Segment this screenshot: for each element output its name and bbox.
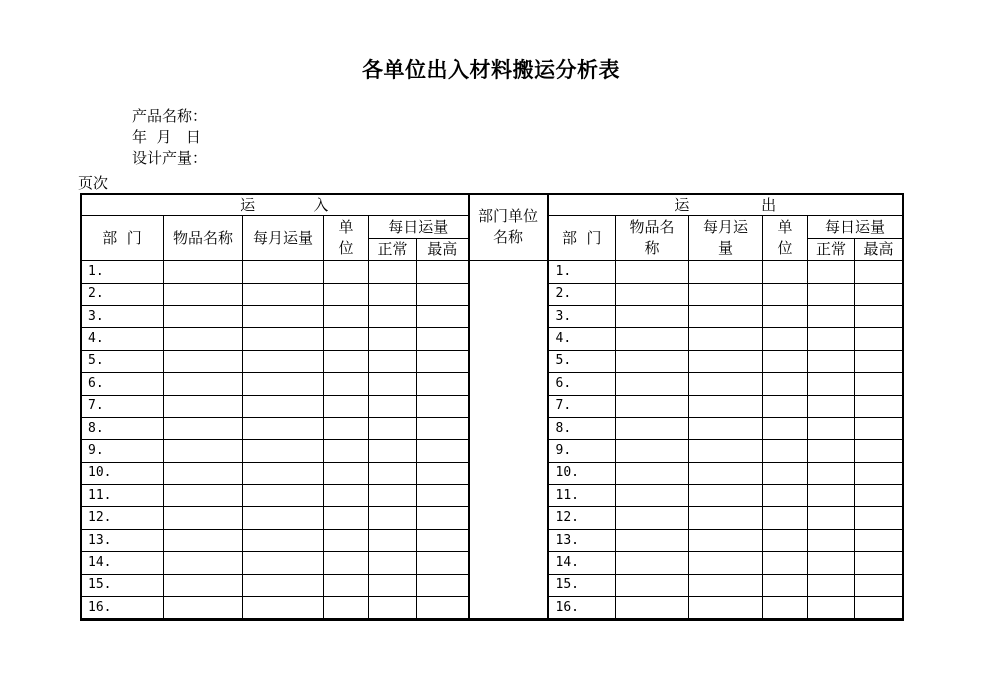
in-max-cell[interactable]: [417, 597, 469, 619]
out-monthly-header: [689, 216, 763, 261]
out-monthly-cell[interactable]: [689, 597, 763, 619]
out-normal-cell[interactable]: [808, 552, 855, 574]
out-item-text: 物品名称: [629, 218, 675, 258]
in-row-number-cell[interactable]: 14.: [81, 552, 164, 574]
out-row-number-cell[interactable]: 1.: [548, 261, 616, 283]
out-unit-text: 单位: [777, 218, 793, 258]
out-item-cell[interactable]: [616, 597, 689, 619]
out-normal-header: 正常: [808, 238, 855, 260]
in-row-number-cell[interactable]: 3.: [81, 305, 164, 327]
out-item-cell[interactable]: [616, 485, 689, 507]
out-row-number-cell[interactable]: 4.: [548, 328, 616, 350]
out-max-cell[interactable]: [855, 462, 903, 484]
out-daily-header: 每日运量: [808, 216, 903, 238]
out-max-cell[interactable]: [855, 529, 903, 551]
in-row-number-cell[interactable]: 12.: [81, 507, 164, 529]
out-monthly-cell[interactable]: [689, 552, 763, 574]
middle-header-text: 部门单位名称: [477, 207, 538, 246]
in-unit-cell[interactable]: [324, 417, 369, 439]
out-unit-cell[interactable]: [763, 552, 808, 574]
out-item-cell[interactable]: [616, 373, 689, 395]
in-unit-cell[interactable]: [324, 395, 369, 417]
out-unit-cell[interactable]: [763, 328, 808, 350]
out-max-cell[interactable]: [855, 395, 903, 417]
in-unit-cell[interactable]: [324, 552, 369, 574]
out-unit-cell[interactable]: [763, 305, 808, 327]
in-max-cell[interactable]: [417, 574, 469, 596]
out-group-char-2: 出: [761, 195, 777, 214]
in-normal-cell[interactable]: [369, 328, 417, 350]
in-row-number-cell[interactable]: 15.: [81, 574, 164, 596]
in-row-number-cell[interactable]: 8.: [81, 417, 164, 439]
in-normal-cell[interactable]: [369, 507, 417, 529]
out-monthly-cell[interactable]: [689, 350, 763, 372]
out-max-header: 最高: [855, 238, 903, 260]
out-max-cell[interactable]: [855, 440, 903, 462]
out-normal-cell[interactable]: [808, 417, 855, 439]
out-row-number-cell[interactable]: 12.: [548, 507, 616, 529]
in-row-number-cell[interactable]: 11.: [81, 485, 164, 507]
in-normal-cell[interactable]: [369, 440, 417, 462]
in-unit-text: 单位: [338, 218, 354, 258]
out-monthly-cell[interactable]: [689, 574, 763, 596]
in-row-number-cell[interactable]: 9.: [81, 440, 164, 462]
out-item-cell[interactable]: [616, 574, 689, 596]
out-monthly-cell[interactable]: [689, 462, 763, 484]
in-item-cell[interactable]: [164, 373, 243, 395]
in-row-number-cell[interactable]: 7.: [81, 395, 164, 417]
in-unit-cell[interactable]: [324, 529, 369, 551]
in-monthly-cell[interactable]: [243, 283, 324, 305]
in-item-cell[interactable]: [164, 328, 243, 350]
in-max-header: 最高: [417, 238, 469, 260]
out-normal-cell[interactable]: [808, 305, 855, 327]
out-unit-cell[interactable]: [763, 529, 808, 551]
in-normal-cell[interactable]: [369, 305, 417, 327]
in-item-cell[interactable]: [164, 440, 243, 462]
in-unit-cell[interactable]: [324, 328, 369, 350]
out-max-cell[interactable]: [855, 261, 903, 283]
out-item-cell[interactable]: [616, 507, 689, 529]
in-monthly-cell[interactable]: [243, 395, 324, 417]
in-monthly-cell[interactable]: [243, 462, 324, 484]
out-row-number-cell[interactable]: 10.: [548, 462, 616, 484]
out-monthly-cell[interactable]: [689, 283, 763, 305]
out-max-cell[interactable]: [855, 507, 903, 529]
in-monthly-cell[interactable]: [243, 552, 324, 574]
out-unit-cell[interactable]: [763, 462, 808, 484]
out-item-cell[interactable]: [616, 261, 689, 283]
in-normal-cell[interactable]: [369, 261, 417, 283]
in-unit-cell[interactable]: [324, 373, 369, 395]
in-max-cell[interactable]: [417, 440, 469, 462]
in-monthly-cell[interactable]: [243, 417, 324, 439]
in-item-cell[interactable]: [164, 574, 243, 596]
out-max-cell[interactable]: [855, 574, 903, 596]
in-unit-cell[interactable]: [324, 440, 369, 462]
in-normal-cell[interactable]: [369, 417, 417, 439]
out-row-number-cell[interactable]: 6.: [548, 373, 616, 395]
in-max-cell[interactable]: [417, 462, 469, 484]
in-normal-cell[interactable]: [369, 373, 417, 395]
in-row-number-cell[interactable]: 4.: [81, 328, 164, 350]
in-unit-cell[interactable]: [324, 462, 369, 484]
in-row-number-cell[interactable]: 1.: [81, 261, 164, 283]
out-max-cell[interactable]: [855, 328, 903, 350]
out-item-cell[interactable]: [616, 305, 689, 327]
in-row-number-cell[interactable]: 6.: [81, 373, 164, 395]
in-normal-cell[interactable]: [369, 574, 417, 596]
out-max-cell[interactable]: [855, 485, 903, 507]
in-monthly-cell[interactable]: [243, 328, 324, 350]
out-normal-cell[interactable]: [808, 462, 855, 484]
out-normal-cell[interactable]: [808, 507, 855, 529]
in-row-number-cell[interactable]: 10.: [81, 462, 164, 484]
meta-block: [132, 106, 207, 169]
in-unit-cell[interactable]: [324, 485, 369, 507]
in-normal-cell[interactable]: [369, 283, 417, 305]
in-max-cell[interactable]: [417, 552, 469, 574]
out-max-cell[interactable]: [855, 417, 903, 439]
in-max-cell[interactable]: [417, 507, 469, 529]
in-item-cell[interactable]: [164, 529, 243, 551]
out-max-cell[interactable]: [855, 597, 903, 619]
out-group-header: [548, 194, 903, 216]
in-max-cell[interactable]: [417, 373, 469, 395]
out-item-header: [616, 216, 689, 261]
out-normal-cell[interactable]: [808, 283, 855, 305]
out-normal-cell[interactable]: [808, 373, 855, 395]
out-row-number-cell[interactable]: 13.: [548, 529, 616, 551]
out-normal-cell[interactable]: [808, 574, 855, 596]
out-max-cell[interactable]: [855, 283, 903, 305]
out-normal-cell[interactable]: [808, 485, 855, 507]
out-max-cell[interactable]: [855, 552, 903, 574]
out-monthly-cell[interactable]: [689, 373, 763, 395]
in-normal-cell[interactable]: [369, 350, 417, 372]
out-normal-cell[interactable]: [808, 597, 855, 619]
in-row-number-cell[interactable]: 16.: [81, 597, 164, 619]
in-item-cell[interactable]: [164, 305, 243, 327]
out-item-cell[interactable]: [616, 529, 689, 551]
out-monthly-cell[interactable]: [689, 507, 763, 529]
out-normal-cell[interactable]: [808, 440, 855, 462]
transport-analysis-table: [80, 193, 903, 619]
out-max-cell[interactable]: [855, 305, 903, 327]
page-number-label: 页次: [78, 174, 109, 192]
out-unit-cell[interactable]: [763, 440, 808, 462]
in-row-number-cell[interactable]: 2.: [81, 283, 164, 305]
out-row-number-cell[interactable]: 11.: [548, 485, 616, 507]
in-unit-cell[interactable]: [324, 261, 369, 283]
in-item-header: 物品名称: [164, 216, 243, 261]
out-row-number-cell[interactable]: 2.: [548, 283, 616, 305]
in-monthly-cell[interactable]: [243, 350, 324, 372]
out-row-number-cell[interactable]: 15.: [548, 574, 616, 596]
out-group-char-1: 运: [674, 195, 690, 214]
out-row-number-cell[interactable]: 16.: [548, 597, 616, 619]
in-monthly-cell[interactable]: [243, 529, 324, 551]
in-monthly-cell[interactable]: [243, 373, 324, 395]
in-group-char-1: 运: [240, 195, 256, 214]
out-item-cell[interactable]: [616, 440, 689, 462]
out-item-cell[interactable]: [616, 395, 689, 417]
out-row-number-cell[interactable]: 8.: [548, 417, 616, 439]
in-item-cell[interactable]: [164, 417, 243, 439]
out-row-number-cell[interactable]: 7.: [548, 395, 616, 417]
in-monthly-cell[interactable]: [243, 485, 324, 507]
in-max-cell[interactable]: [417, 328, 469, 350]
in-normal-cell[interactable]: [369, 485, 417, 507]
out-normal-cell[interactable]: [808, 395, 855, 417]
in-max-cell[interactable]: [417, 350, 469, 372]
out-unit-cell[interactable]: [763, 373, 808, 395]
in-item-cell[interactable]: [164, 507, 243, 529]
out-unit-cell[interactable]: [763, 261, 808, 283]
design-output-label: 设计产量：: [132, 149, 208, 167]
out-unit-cell[interactable]: [763, 350, 808, 372]
out-item-cell[interactable]: [616, 328, 689, 350]
in-monthly-cell[interactable]: [243, 261, 324, 283]
in-group-header: [81, 194, 469, 216]
in-unit-cell[interactable]: [324, 305, 369, 327]
in-unit-cell[interactable]: [324, 507, 369, 529]
out-monthly-cell[interactable]: [689, 529, 763, 551]
out-monthly-text: 每月运量: [702, 218, 748, 258]
in-item-cell[interactable]: [164, 283, 243, 305]
out-monthly-cell[interactable]: [689, 305, 763, 327]
out-monthly-cell[interactable]: [689, 395, 763, 417]
out-unit-cell[interactable]: [763, 395, 808, 417]
out-row-number-cell[interactable]: 3.: [548, 305, 616, 327]
in-row-number-cell[interactable]: 13.: [81, 529, 164, 551]
in-unit-cell[interactable]: [324, 597, 369, 619]
in-max-cell[interactable]: [417, 417, 469, 439]
in-max-cell[interactable]: [417, 305, 469, 327]
page-title: 各单位出入材料搬运分析表: [362, 58, 620, 82]
out-unit-cell[interactable]: [763, 485, 808, 507]
in-daily-header: 每日运量: [369, 216, 469, 238]
in-normal-cell[interactable]: [369, 552, 417, 574]
out-monthly-cell[interactable]: [689, 328, 763, 350]
out-normal-cell[interactable]: [808, 328, 855, 350]
middle-dept-cell[interactable]: [469, 261, 548, 619]
in-normal-cell[interactable]: [369, 529, 417, 551]
out-row-number-cell[interactable]: 9.: [548, 440, 616, 462]
out-monthly-cell[interactable]: [689, 261, 763, 283]
in-normal-header: 正常: [369, 238, 417, 260]
in-dept-header: 部 门: [81, 216, 164, 261]
out-row-number-cell[interactable]: 5.: [548, 350, 616, 372]
in-monthly-cell[interactable]: [243, 305, 324, 327]
in-normal-cell[interactable]: [369, 597, 417, 619]
out-unit-cell[interactable]: [763, 283, 808, 305]
in-group-char-2: 入: [313, 195, 329, 214]
out-monthly-cell[interactable]: [689, 440, 763, 462]
out-normal-cell[interactable]: [808, 529, 855, 551]
in-unit-header: [324, 216, 369, 261]
out-monthly-cell[interactable]: [689, 417, 763, 439]
in-max-cell[interactable]: [417, 261, 469, 283]
out-item-cell[interactable]: [616, 283, 689, 305]
product-name-label: 产品名称：: [132, 107, 208, 125]
in-normal-cell[interactable]: [369, 395, 417, 417]
out-item-cell[interactable]: [616, 552, 689, 574]
in-max-cell[interactable]: [417, 485, 469, 507]
out-item-cell[interactable]: [616, 350, 689, 372]
in-item-cell[interactable]: [164, 261, 243, 283]
out-max-cell[interactable]: [855, 350, 903, 372]
in-monthly-cell[interactable]: [243, 507, 324, 529]
out-item-cell[interactable]: [616, 462, 689, 484]
in-monthly-cell[interactable]: [243, 440, 324, 462]
out-unit-cell[interactable]: [763, 417, 808, 439]
in-unit-cell[interactable]: [324, 574, 369, 596]
in-item-cell[interactable]: [164, 350, 243, 372]
in-item-cell[interactable]: [164, 552, 243, 574]
out-unit-cell[interactable]: [763, 507, 808, 529]
date-label: 年 月 日: [132, 128, 201, 146]
in-row-number-cell[interactable]: 5.: [81, 350, 164, 372]
in-item-cell[interactable]: [164, 485, 243, 507]
in-monthly-header: 每月运量: [243, 216, 324, 261]
in-item-cell[interactable]: [164, 395, 243, 417]
out-max-cell[interactable]: [855, 373, 903, 395]
out-normal-cell[interactable]: [808, 350, 855, 372]
in-item-cell[interactable]: [164, 462, 243, 484]
in-monthly-cell[interactable]: [243, 574, 324, 596]
out-normal-cell[interactable]: [808, 261, 855, 283]
in-unit-cell[interactable]: [324, 283, 369, 305]
table-row: [81, 261, 903, 283]
out-unit-cell[interactable]: [763, 574, 808, 596]
in-normal-cell[interactable]: [369, 462, 417, 484]
in-item-cell[interactable]: [164, 597, 243, 619]
in-monthly-cell[interactable]: [243, 597, 324, 619]
out-monthly-cell[interactable]: [689, 485, 763, 507]
out-dept-header: 部 门: [548, 216, 616, 261]
out-row-number-cell[interactable]: 14.: [548, 552, 616, 574]
in-max-cell[interactable]: [417, 283, 469, 305]
in-max-cell[interactable]: [417, 529, 469, 551]
middle-header: [469, 194, 548, 261]
out-unit-cell[interactable]: [763, 597, 808, 619]
out-item-cell[interactable]: [616, 417, 689, 439]
in-unit-cell[interactable]: [324, 350, 369, 372]
in-max-cell[interactable]: [417, 395, 469, 417]
out-unit-header: [763, 216, 808, 261]
